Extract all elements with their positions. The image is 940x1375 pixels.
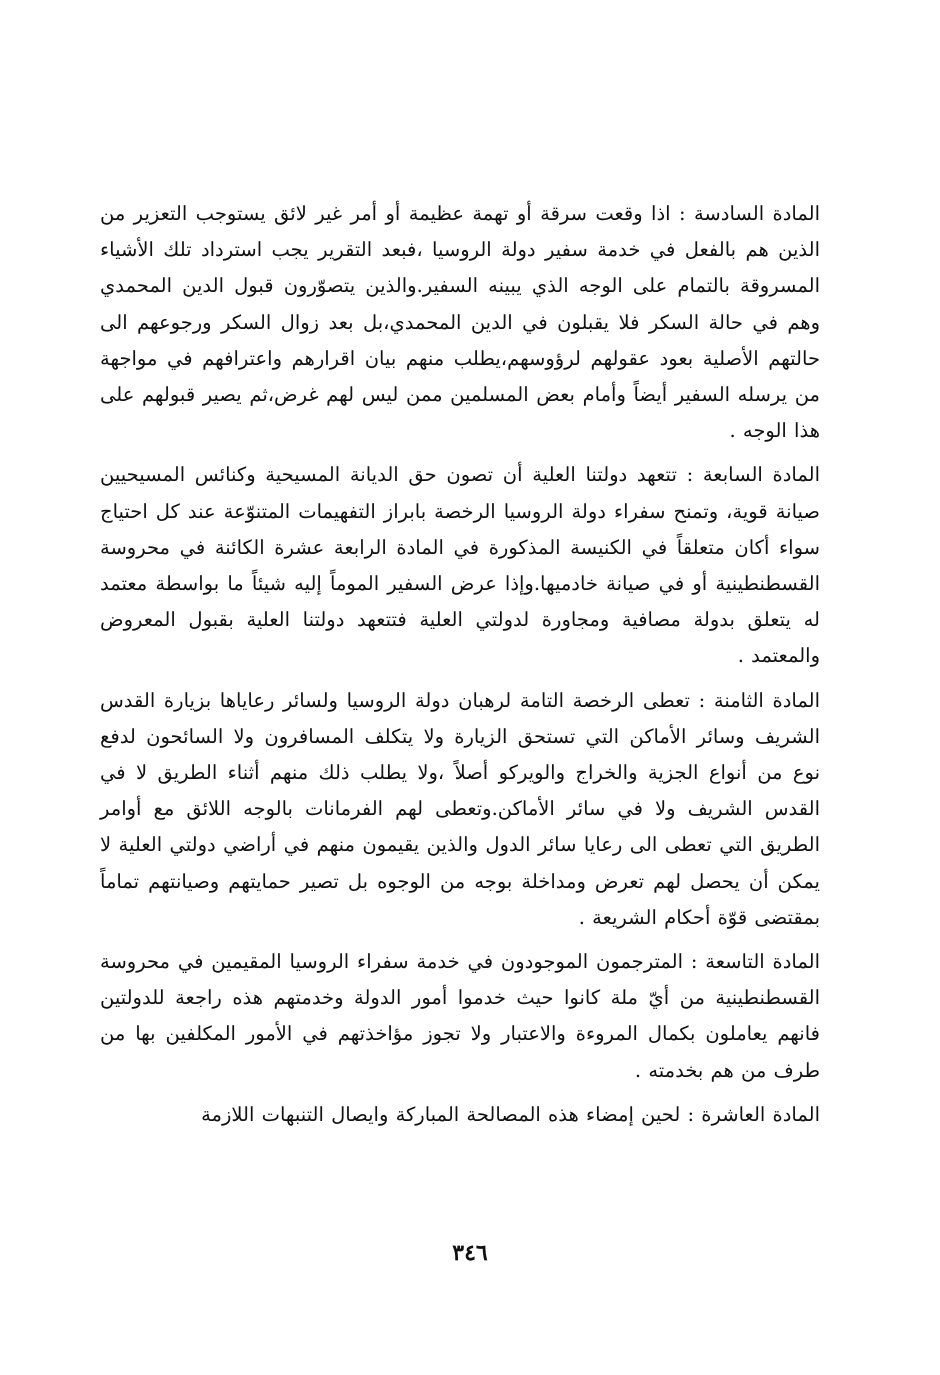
article-6-body: اذا وقعت سرقة أو تهمة عظيمة أو أمر غير لائق يستوجب التعزير من الذين هم بالفعل في خدمة سفير دولة الروسيا ،فبعد التقرير يجب استرداد تلك الأشياء المسروقة بالتمام على الوجه الذي يبينه السفير.والذين يتصوّرون قبول الدين المحمدي وهم في حالة السكر فلا يقبلون في الدين المحمدي،بل بعد زوال السكر ورجوعهم الى حالتهم الأصلية بعود عقولهم لرؤوسهم،يطلب منهم بيان اقرارهم واعترافهم في مواجهة من يرسله السفير أيضاً وأمام بعض المسلمين ممن ليس لهم غرض،ثم يصير قبولهم على هذا الوجه . [100, 202, 820, 443]
article-8-heading: المادة الثامنة : [698, 688, 820, 712]
article-7-body: تتعهد دولتنا العلية أن تصون حق الديانة المسيحية وكنائس المسيحيين صيانة قوية، وتمنح سفراء دولة الروسيا الرخصة بابراز التفهيمات المتنوّعة عند كل احتياج سواء أكان متعلقاً في الكنيسة المذكورة في المادة الرابعة عشرة الكائنة في محروسة القسطنطينية أو في صيانة خادميها.وإذا عرض السفير الموماً إليه شيئاً ما بواسطة معتمد له يتعلق بدولة مصافية ومجاورة لدولتي العلية فتتعهد دولتنا العلية بقبول المعروض والمعتمد . [100, 463, 820, 668]
article-9-heading: المادة التاسعة : [690, 950, 820, 974]
article-7-heading: المادة السابعة : [686, 463, 820, 487]
article-10-paragraph [100, 1097, 820, 1133]
article-8-body: تعطى الرخصة التامة لرهبان دولة الروسيا ولسائر رعاياها بزيارة القدس الشريف وسائر الأماكن التي تستحق الزيارة ولا يتكلف المسافرون ولا السائحون لدفع نوع من أنواع الجزية والخراج والويركو أصلاً ،ولا يطلب ذلك منهم أثناء الطريق لا في القدس الشريف ولا في سائر الأماكن.وتعطى لهم الفرمانات بالوجه اللائق مع أوامر الطريق التي تعطى الى رعايا سائر الدول والذين يقيمون منهم في أراضي دولتي العلية لا يمكن أن يحصل لهم تعرض ومداخلة بوجه من الوجوه بل تصير حمايتهم وصيانتهم تماماً بمقتضى قوّة أحكام الشريعة . [100, 688, 820, 929]
article-10-body: لحين إمضاء هذه المصالحة المباركة وايصال التنبهات اللازمة [201, 1102, 681, 1126]
page-number: ٣٤٦ [452, 1240, 488, 1266]
article-7-paragraph [100, 457, 820, 674]
article-9-body: المترجمون الموجودون في خدمة سفراء الروسيا المقيمين في محروسة القسطنطينية من أيّ ملة كانوا حيث خدموا أمور الدولة وخدمتهم هذه راجعة للدولتين فانهم يعاملون بكمال المروءة والاعتبار ولا تجوز مؤاخذتهم في الأمور المكلفين بها من طرف من هم بخدمته . [100, 950, 820, 1082]
article-text-block [100, 196, 820, 1141]
article-8-paragraph [100, 683, 820, 936]
article-10-heading: المادة العاشرة : [687, 1102, 820, 1126]
article-9-paragraph [100, 944, 820, 1089]
article-6-paragraph [100, 196, 820, 449]
article-6-heading: المادة السادسة : [679, 202, 820, 225]
